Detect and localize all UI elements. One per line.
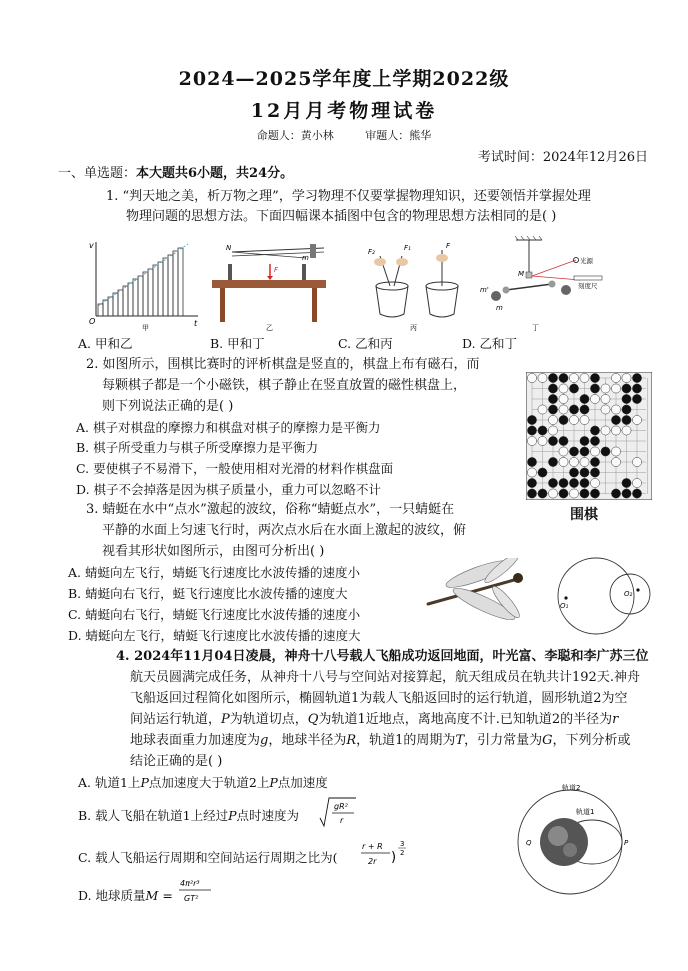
go-stone bbox=[569, 457, 578, 466]
fig-mprime-label: m' bbox=[480, 286, 489, 294]
go-stone bbox=[632, 489, 641, 498]
axis-v-label: v bbox=[89, 241, 94, 250]
go-stone bbox=[611, 426, 620, 435]
q2-option-d[interactable]: D. 棋子不会掉落是因为棋子质量小，重力可以忽略不计 bbox=[76, 482, 382, 497]
go-stone bbox=[580, 447, 589, 456]
fig-mm-label: M bbox=[518, 270, 525, 278]
go-stone bbox=[569, 478, 578, 487]
go-stone bbox=[559, 457, 568, 466]
q1-figure-ding bbox=[476, 236, 606, 332]
go-stone bbox=[569, 373, 578, 382]
ratio-denominator: 2r bbox=[368, 857, 377, 866]
go-stone bbox=[548, 489, 557, 498]
q2-stem-line2: 每颗棋子都是一个小磁铁，棋子静止在竖直放置的磁性棋盘上， bbox=[102, 378, 467, 393]
fig-ruler-label: 刻度尺 bbox=[578, 282, 598, 290]
go-stone bbox=[548, 373, 557, 382]
go-stone bbox=[622, 426, 631, 435]
fig-label-yi: 乙 bbox=[266, 324, 273, 332]
q4-option-c[interactable]: C. 载人飞船运行周期和空间站运行周期之比为( bbox=[78, 850, 338, 865]
mass-denominator: GT² bbox=[184, 894, 199, 903]
go-stone bbox=[601, 426, 610, 435]
go-stone bbox=[527, 478, 536, 487]
q4-option-b[interactable]: B. 载人飞船在轨道1上经过P点时速度为 bbox=[78, 808, 300, 823]
go-stone bbox=[548, 457, 557, 466]
go-stone bbox=[569, 405, 578, 414]
fig-n-label: N bbox=[226, 244, 232, 252]
go-stone bbox=[559, 384, 568, 393]
go-stone bbox=[527, 426, 536, 435]
q1-option-d[interactable]: D. 乙和丁 bbox=[462, 336, 518, 351]
go-stone bbox=[632, 394, 641, 403]
go-stone bbox=[611, 373, 620, 382]
orbit2-label: 轨道2 bbox=[562, 784, 581, 792]
go-stone bbox=[559, 447, 568, 456]
sqrt-numerator: gR² bbox=[334, 802, 348, 811]
reviewer: 审题人：熊华 bbox=[365, 129, 432, 142]
go-stone bbox=[590, 373, 599, 382]
go-stone bbox=[632, 384, 641, 393]
q3-option-d[interactable]: D. 蜻蜓向左飞行，蜻蜓飞行速度比水波传播的速度大 bbox=[68, 628, 361, 643]
q4-stem-line6: 结论正确的是( ) bbox=[130, 754, 223, 769]
go-stone bbox=[548, 426, 557, 435]
go-stone bbox=[559, 373, 568, 382]
go-stone bbox=[611, 405, 620, 414]
go-stone bbox=[580, 394, 589, 403]
go-stone bbox=[580, 468, 589, 477]
q4-option-d[interactable]: D. 地球质量M = bbox=[78, 888, 173, 903]
authors-line bbox=[0, 127, 688, 143]
go-stone bbox=[527, 489, 536, 498]
exam-date: 考试时间：2024年12月26日 bbox=[477, 150, 648, 165]
go-stone bbox=[590, 457, 599, 466]
q4-option-c-formula bbox=[360, 836, 410, 872]
q3-stem-line3: 视看其形状如图所示，由图可分析出( ) bbox=[102, 544, 325, 559]
fig-f2-label: F₁ bbox=[404, 244, 411, 252]
go-stone bbox=[527, 415, 536, 424]
go-stone bbox=[622, 405, 631, 414]
q4-stem-line1: 4. 2024年11月04日凌晨，神舟十八号载人飞船成功返回地面，叶光富、李聪和李广苏三位 bbox=[116, 649, 649, 664]
q4-option-d-formula bbox=[178, 874, 214, 910]
dragonfly-image bbox=[418, 558, 534, 630]
q4-stem-line2: 航天员圆满完成任务，从神舟十八号与空间站对接算起，航天组成员在轨共计192天.神舟 bbox=[130, 670, 640, 685]
exam-title-line1: 2024—2025学年度上学期2022级 bbox=[178, 68, 510, 90]
q1-stem-line1: 1. “判天地之美，析万物之理”，学习物理不仅要掌握物理知识，还要领悟并掌握处理 bbox=[106, 189, 591, 204]
q3-stem-line2: 平静的水面上匀速飞行时，两次点水后在水面上激起的波纹，俯 bbox=[102, 523, 467, 538]
go-stone bbox=[559, 478, 568, 487]
go-stone bbox=[527, 436, 536, 445]
fig-m-label: m bbox=[302, 254, 309, 262]
q3-option-a[interactable]: A. 蜻蜓向左飞行，蜻蜓飞行速度比水波传播的速度小 bbox=[68, 565, 360, 580]
section-heading bbox=[58, 164, 293, 184]
exponent-num: 3 bbox=[400, 840, 405, 848]
q4-stem-line3: 飞船返回过程简化如图所示，椭圆轨道1为载人飞船返回时的运行轨道，圆形轨道2为空 bbox=[130, 691, 628, 706]
go-stone bbox=[611, 415, 620, 424]
fig-label-ding: 丁 bbox=[532, 324, 539, 332]
q1-stem-line2: 物理问题的思想方法。下面四幅课本插图中包含的物理思想方法相同的是( ) bbox=[126, 209, 557, 224]
fig-m-small-label: m bbox=[496, 304, 503, 312]
q4-option-b-formula bbox=[318, 796, 358, 832]
go-stone bbox=[548, 436, 557, 445]
orbit-diagram bbox=[506, 778, 638, 896]
go-stone bbox=[590, 384, 599, 393]
go-stone bbox=[527, 457, 536, 466]
fig-f-label: F bbox=[274, 266, 279, 274]
fig-label-jia: 甲 bbox=[142, 324, 149, 332]
o2-label: O₂ bbox=[624, 590, 633, 598]
go-stone bbox=[622, 384, 631, 393]
go-caption: 围棋 bbox=[570, 507, 598, 523]
go-stone bbox=[548, 405, 557, 414]
go-stone bbox=[622, 489, 631, 498]
go-stone bbox=[611, 384, 620, 393]
go-stone bbox=[590, 478, 599, 487]
close-paren: ) bbox=[391, 850, 397, 865]
exponent-den: 2 bbox=[400, 849, 405, 857]
go-stone bbox=[601, 447, 610, 456]
go-stone bbox=[622, 373, 631, 382]
go-stone bbox=[527, 373, 536, 382]
go-stone bbox=[632, 478, 641, 487]
go-stone bbox=[538, 405, 547, 414]
go-stone bbox=[601, 405, 610, 414]
go-stone bbox=[559, 394, 568, 403]
go-stone bbox=[580, 405, 589, 414]
go-stone bbox=[559, 405, 568, 414]
go-stone bbox=[527, 468, 536, 477]
author: 命题人：黄小林 bbox=[256, 129, 334, 142]
q1-figure-jia bbox=[86, 236, 202, 332]
q3-stem-line1: 3. 蜻蜓在水中“点水”激起的波纹，俗称“蜻蜓点水”，一只蜻蜓在 bbox=[86, 502, 455, 517]
q3-option-c[interactable]: C. 蜻蜓向右飞行，蜻蜓飞行速度比水波传播的速度小 bbox=[68, 607, 361, 622]
go-stone bbox=[622, 394, 631, 403]
fig-label-bing: 丙 bbox=[410, 324, 417, 332]
go-stone bbox=[569, 489, 578, 498]
go-stone bbox=[632, 415, 641, 424]
go-stone bbox=[590, 394, 599, 403]
go-stone bbox=[548, 384, 557, 393]
go-stone bbox=[580, 415, 589, 424]
go-stone bbox=[538, 468, 547, 477]
go-stone bbox=[538, 426, 547, 435]
go-stone bbox=[611, 447, 620, 456]
go-stone bbox=[590, 436, 599, 445]
go-stone bbox=[569, 468, 578, 477]
go-stone bbox=[559, 436, 568, 445]
go-stone bbox=[611, 457, 620, 466]
go-stone bbox=[580, 489, 589, 498]
go-stone bbox=[632, 457, 641, 466]
go-stone bbox=[590, 426, 599, 435]
q1-option-a[interactable]: A. 甲和乙 bbox=[78, 336, 133, 351]
go-stone bbox=[548, 478, 557, 487]
go-stone bbox=[622, 415, 631, 424]
go-stone bbox=[601, 384, 610, 393]
go-stone bbox=[622, 478, 631, 487]
go-stone bbox=[580, 373, 589, 382]
go-stone bbox=[569, 415, 578, 424]
go-stone bbox=[601, 394, 610, 403]
q1-figure-yi bbox=[206, 238, 332, 332]
ratio-numerator: r + R bbox=[362, 842, 383, 851]
go-stone bbox=[548, 415, 557, 424]
fig-f1-label: F₂ bbox=[368, 248, 375, 256]
go-stone bbox=[580, 478, 589, 487]
q2-option-a[interactable]: A. 棋子对棋盘的摩擦力和棋盘对棋子的摩擦力是平衡力 bbox=[76, 420, 381, 435]
orbit1-label: 轨道1 bbox=[576, 808, 595, 816]
go-stone bbox=[590, 489, 599, 498]
fig-f-label-2: F bbox=[446, 242, 451, 250]
p-point-label: P bbox=[624, 839, 629, 847]
o1-label: O₁ bbox=[560, 602, 569, 610]
section-label: 一、单选题： bbox=[58, 166, 137, 181]
go-stone bbox=[632, 373, 641, 382]
go-stone bbox=[580, 457, 589, 466]
q4-option-a[interactable]: A. 轨道1上P点加速度大于轨道2上P点加速度 bbox=[78, 775, 328, 790]
go-stone bbox=[611, 489, 620, 498]
q1-option-b[interactable]: B. 甲和丁 bbox=[210, 336, 265, 351]
go-stone bbox=[538, 436, 547, 445]
go-board-image bbox=[526, 372, 652, 500]
sqrt-denominator: r bbox=[340, 816, 344, 825]
mass-numerator: 4π²r³ bbox=[180, 879, 200, 888]
go-stone bbox=[559, 415, 568, 424]
ripple-diagram bbox=[544, 552, 662, 638]
section-label-bold: 本大题共6小题，共24分。 bbox=[136, 166, 294, 181]
go-stone bbox=[538, 489, 547, 498]
go-stone bbox=[569, 384, 578, 393]
q2-option-c[interactable]: C. 要使棋子不易滑下，一般使用相对光滑的材料作棋盘面 bbox=[76, 461, 394, 476]
go-stone bbox=[548, 394, 557, 403]
q4-stem-line4: 间站运行轨道，P为轨道切点，Q为轨道1近地点，离地高度不计.已知轨道2的半径为r bbox=[130, 712, 619, 727]
q2-option-b[interactable]: B. 棋子所受重力与棋子所受摩擦力是平衡力 bbox=[76, 440, 319, 455]
q1-option-c[interactable]: C. 乙和丙 bbox=[338, 336, 393, 351]
go-stone bbox=[590, 468, 599, 477]
go-stone bbox=[580, 436, 589, 445]
go-stone bbox=[559, 489, 568, 498]
origin-label: O bbox=[89, 317, 96, 326]
q2-stem-line1: 2. 如图所示，围棋比赛时的评析棋盘是竖直的，棋盘上布有磁石，而 bbox=[86, 357, 480, 372]
go-stone bbox=[569, 447, 578, 456]
q1-figure-bing bbox=[346, 236, 466, 332]
q4-stem-line5: 地球表面重力加速度为g，地球半径为R，轨道1的周期为T，引力常量为G，下列分析或 bbox=[130, 733, 631, 748]
q3-option-b[interactable]: B. 蜻蜓向右飞行，蜓飞行速度比水波传播的速度大 bbox=[68, 586, 348, 601]
go-stone bbox=[590, 447, 599, 456]
q-point-label: Q bbox=[526, 839, 532, 847]
exam-title-line2: 12月月考物理试卷 bbox=[250, 100, 438, 122]
go-stone bbox=[538, 373, 547, 382]
axis-t-label: t bbox=[194, 319, 198, 328]
q2-stem-line3: 则下列说法正确的是( ) bbox=[102, 399, 234, 414]
fig-light-label: 光源 bbox=[580, 257, 593, 265]
